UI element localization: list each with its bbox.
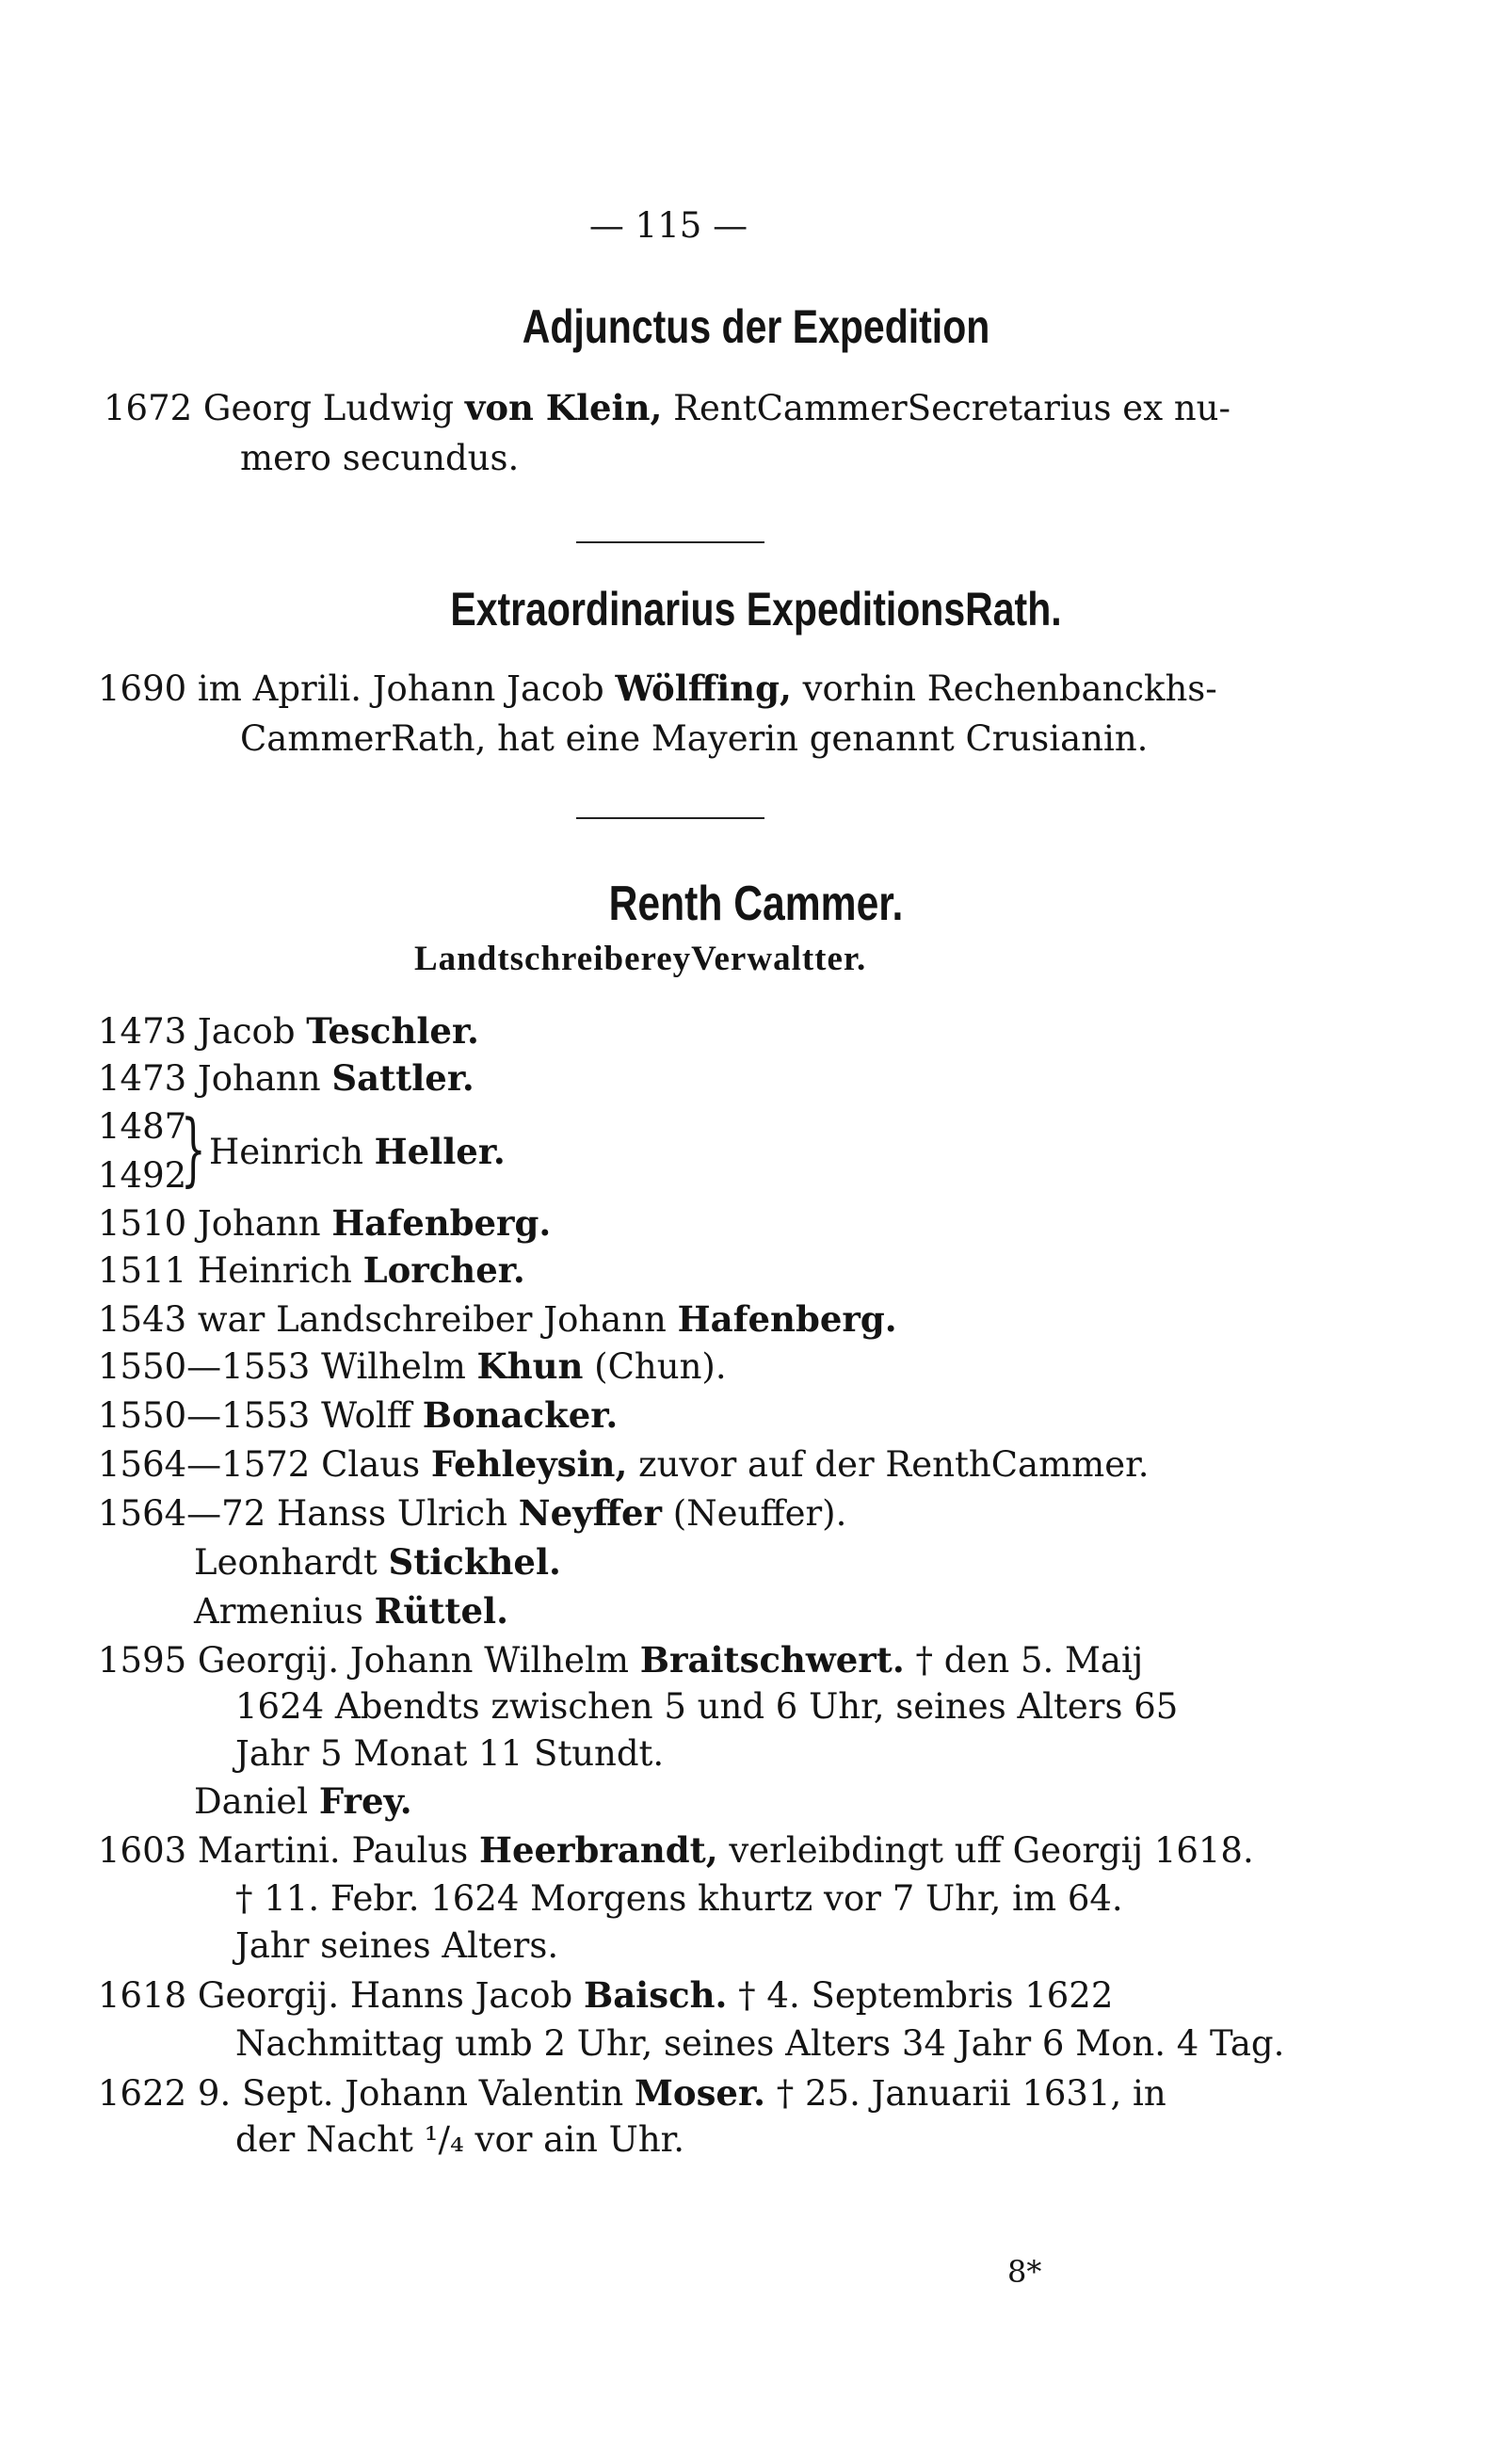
list-item	[98, 1056, 475, 1101]
entry-name: Baisch.	[583, 1974, 728, 2016]
entry-name: Teschler.	[306, 1010, 479, 1052]
entry-name: Rüttel.	[374, 1590, 508, 1632]
entry-text: (Neuffer).	[662, 1493, 847, 1534]
entry-text: 1511 Heinrich	[98, 1250, 363, 1291]
entry-text: 1543 war Landschreiber Johann	[98, 1299, 678, 1340]
entry-text: † 25. Januarii 1631, in	[764, 2073, 1166, 2114]
entry-extra-line1	[98, 667, 1217, 711]
entry-text: 1564—1572 Claus	[98, 1444, 431, 1485]
entry-name: Stickhel.	[388, 1541, 561, 1583]
entry-name: Neyffer	[518, 1492, 663, 1534]
entry-name: Sattler.	[331, 1057, 475, 1099]
page-number: — 115 —	[588, 205, 748, 246]
entry-text: vorhin Rechenbanckhs-	[791, 668, 1217, 709]
entry-text: verleibdingt uff Georgij 1618.	[717, 1830, 1254, 1871]
entry-name: Hafenberg.	[331, 1202, 552, 1244]
section-subheading: LandtschreibereyVerwaltter.	[414, 940, 867, 978]
list-item	[98, 1638, 1143, 1682]
entry-name: Braitschwert.	[639, 1639, 905, 1681]
entry-text: 1690 im Aprili. Johann Jacob	[98, 668, 616, 709]
section-divider	[576, 817, 764, 819]
list-item	[98, 1828, 1254, 1873]
entry-extra-line2: CammerRath, hat eine Mayerin genannt Crusianin.	[240, 718, 1149, 759]
list-item	[98, 1248, 525, 1293]
list-item	[194, 1779, 412, 1824]
entry-text: 1473 Jacob	[98, 1011, 307, 1052]
entry-text: RentCammerSecretarius ex nu-	[662, 388, 1231, 428]
entry-name: Moser.	[634, 2072, 765, 2114]
entry-text: Leonhardt	[194, 1542, 389, 1583]
list-item	[98, 1442, 1150, 1487]
entry-name: Hafenberg.	[677, 1298, 897, 1340]
entry-text: † den 5. Maij	[904, 1640, 1144, 1681]
entry-name: Lorcher.	[362, 1249, 525, 1291]
entry-text: 1618 Georgij. Hanns Jacob	[98, 1975, 584, 2016]
entry-text: 1595 Georgij. Johann Wilhelm	[98, 1640, 640, 1681]
entry-text: 1672 Georg Ludwig	[104, 388, 465, 428]
entry-text: (Chun).	[583, 1346, 727, 1387]
list-item	[209, 1130, 506, 1174]
entry-name: von Klein,	[464, 387, 663, 428]
entry-text: 1622 9. Sept. Johann Valentin	[98, 2073, 635, 2114]
section-divider	[576, 541, 764, 543]
list-item	[98, 1491, 846, 1536]
list-item-continuation: Jahr 5 Monat 11 Stundt.	[235, 1733, 665, 1774]
list-item	[98, 1973, 1113, 2018]
list-item	[98, 1009, 479, 1054]
entry-name: Bonacker.	[422, 1394, 619, 1436]
entry-text: 1564—72 Hanss Ulrich	[98, 1493, 519, 1534]
entry-text: 1473 Johann	[98, 1058, 332, 1099]
list-item	[98, 1393, 618, 1438]
entry-text: 1550—1553 Wilhelm	[98, 1346, 477, 1387]
list-item-continuation: Nachmittag umb 2 Uhr, seines Alters 34 Jahr 6 Mon. 4 Tag.	[235, 2023, 1285, 2064]
entry-text: Armenius	[194, 1591, 375, 1632]
entry-text: 1510 Johann	[98, 1203, 332, 1244]
entry-name: Heller.	[374, 1131, 506, 1172]
entry-adjunctus-line1	[104, 386, 1231, 430]
entry-text: 1603 Martini. Paulus	[98, 1830, 479, 1871]
list-item	[98, 1201, 551, 1246]
list-item-continuation: der Nacht ¹/₄ vor ain Uhr.	[235, 2119, 685, 2160]
section-heading-renth-cammer: Renth Cammer.	[608, 877, 904, 931]
list-item-continuation: 1624 Abendts zwischen 5 und 6 Uhr, seines Alters 65	[235, 1686, 1179, 1727]
entry-name: Wölffing,	[615, 668, 792, 709]
section-heading-extraordinarius: Extraordinarius ExpeditionsRath.	[450, 583, 1062, 636]
entry-name: Heerbrandt,	[478, 1829, 718, 1871]
section-heading-adjunctus: Adjunctus der Expedition	[522, 300, 990, 353]
list-item	[98, 1344, 727, 1389]
entry-name: Fehleysin,	[430, 1443, 628, 1485]
entry-text: Heinrich	[209, 1132, 375, 1172]
list-item	[98, 1297, 897, 1342]
list-item	[194, 1540, 561, 1585]
signature-mark: 8*	[1007, 2254, 1042, 2290]
entry-text: zuvor auf der RenthCammer.	[627, 1444, 1150, 1485]
list-item-continuation: Jahr seines Alters.	[235, 1925, 559, 1966]
list-item	[98, 2071, 1166, 2116]
entry-year: 1487	[98, 1106, 187, 1147]
list-item	[194, 1589, 508, 1633]
entry-text: † 4. Septembris 1622	[727, 1975, 1114, 2016]
list-item-continuation: † 11. Febr. 1624 Morgens khurtz vor 7 Uhr, im 64.	[235, 1878, 1123, 1919]
entry-adjunctus-line2: mero secundus.	[240, 438, 520, 478]
entry-year: 1492	[98, 1155, 187, 1196]
brace-mark: }	[181, 1102, 206, 1195]
entry-text: Daniel	[194, 1781, 319, 1822]
entry-text: 1550—1553 Wolff	[98, 1395, 423, 1436]
entry-name: Khun	[476, 1345, 584, 1387]
entry-name: Frey.	[318, 1780, 412, 1822]
